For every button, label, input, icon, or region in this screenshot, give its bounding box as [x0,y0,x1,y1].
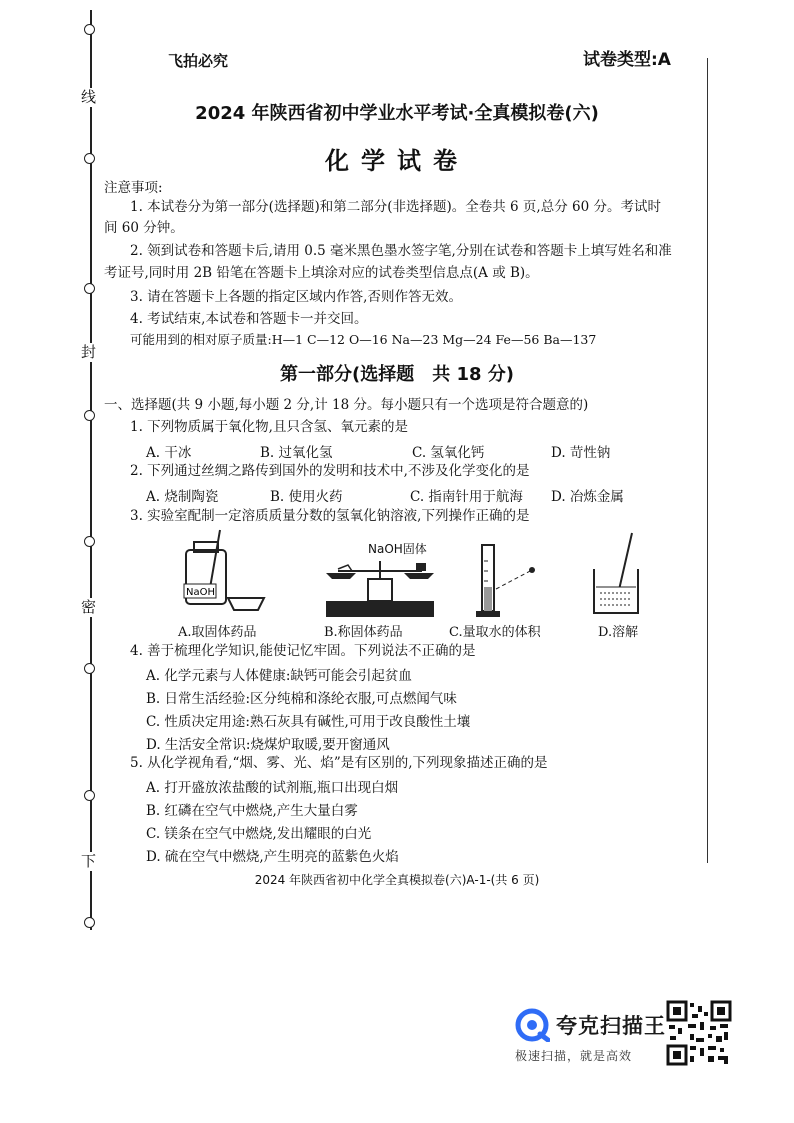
qr-code-icon [666,1000,732,1066]
scanner-logo-icon [514,1008,550,1042]
option: A. 烧制陶瓷 [146,489,219,505]
question-stem: 5. 从化学视角看,“烟、雾、光、焰”是有区别的,下列现象描述正确的是 [130,755,548,771]
figure-caption: D.溶解 [598,625,639,640]
figure-caption: C.量取水的体积 [449,625,541,640]
option: C. 指南针用于航海 [410,489,523,505]
question-stem: 2. 下列通过丝绸之路传到国外的发明和技术中,不涉及化学变化的是 [130,463,530,479]
paper-type: 试卷类型:A [583,50,671,70]
note-line: 4. 考试结束,本试卷和答题卡一并交回。 [130,311,368,327]
option: B. 使用火药 [270,489,343,505]
question-stem: 3. 实验室配制一定溶质质量分数的氢氧化钠溶液,下列操作正确的是 [130,508,530,524]
figure-b-balance [320,555,440,621]
binding-circle [84,24,95,35]
atomic-masses: 可能用到的相对原子质量:H—1 C—12 O—16 Na—23 Mg—24 Fe—56 Ba—137 [130,332,597,347]
section-title: 第一部分(选择题 共 18 分) [279,364,515,385]
bottle-label: NaOH [186,587,215,598]
figure-c-cylinder [474,541,542,621]
option: C. 氢氧化钙 [412,445,485,461]
option: C. 镁条在空气中燃烧,发出耀眼的白光 [146,826,372,842]
binding-char: 线 [81,88,97,106]
binding-circle [84,536,95,547]
note-line: 1. 本试卷分为第一部分(选择题)和第二部分(非选择题)。全卷共 6 页,总分 60 分。考试时 [130,199,661,215]
question-stem: 4. 善于梳理化学知识,能使记忆牢固。下列说法不正确的是 [130,643,476,659]
figure-d-beaker [588,531,648,621]
option: B. 日常生活经验:区分纯棉和涤纶衣服,可点燃闻气味 [146,691,457,707]
option: D. 冶炼金属 [551,489,624,505]
note-line: 2. 领到试卷和答题卡后,请用 0.5 毫米黑色墨水签字笔,分别在试卷和答题卡上填写姓名和准 [130,243,672,259]
binding-circle [84,663,95,674]
exam-title: 2024 年陕西省初中学业水平考试·全真模拟卷(六) [195,103,599,124]
balance-label: NaOH固体 [368,542,427,556]
page-footer: 2024 年陕西省初中化学全真模拟卷(六)A-1-(共 6 页) [254,873,540,887]
option: A. 化学元素与人体健康:缺钙可能会引起贫血 [146,668,412,684]
note-line: 间 60 分钟。 [104,220,184,236]
figure-caption: A.取固体药品 [178,625,257,640]
option: A. 干冰 [146,445,192,461]
option: D. 硫在空气中燃烧,产生明亮的蓝紫色火焰 [146,849,399,865]
note-line: 考证号,同时用 2B 铅笔在答题卡上填涂对应的试卷类型信息点(A 或 B)。 [104,265,539,281]
option: C. 性质决定用途:熟石灰具有碱性,可用于改良酸性土壤 [146,714,471,730]
scanner-slogan: 极速扫描，就是高效 [515,1049,633,1063]
binding-circle [84,410,95,421]
figure-a-bottle [176,528,268,620]
binding-circle [84,917,95,928]
binding-circle [84,283,95,294]
note-line: 3. 请在答题卡上各题的指定区域内作答,否则作答无效。 [130,289,462,305]
option: B. 过氧化氢 [260,445,333,461]
option: A. 打开盛放浓盐酸的试剂瓶,瓶口出现白烟 [146,780,399,796]
option: D. 苛性钠 [551,445,611,461]
binding-char: 密 [81,598,97,616]
binding-char: 封 [81,343,97,361]
option: B. 红磷在空气中燃烧,产生大量白雾 [146,803,358,819]
subject-title: 化学试卷 [325,147,469,175]
binding-char: 下 [81,852,97,870]
question-stem: 1. 下列物质属于氧化物,且只含氢、氧元素的是 [130,419,408,435]
notes-heading: 注意事项: [104,180,163,196]
figure-caption: B.称固体药品 [324,625,403,640]
right-margin-line [707,58,708,863]
option: D. 生活安全常识:烧煤炉取暖,要开窗通风 [146,737,390,753]
scanner-app-name: 夸克扫描王 [556,1014,666,1038]
header-left-text: 飞拍必究 [168,52,229,70]
section-instruction: 一、选择题(共 9 小题,每小题 2 分,计 18 分。每小题只有一个选项是符合题意的) [104,397,589,413]
binding-circle [84,790,95,801]
